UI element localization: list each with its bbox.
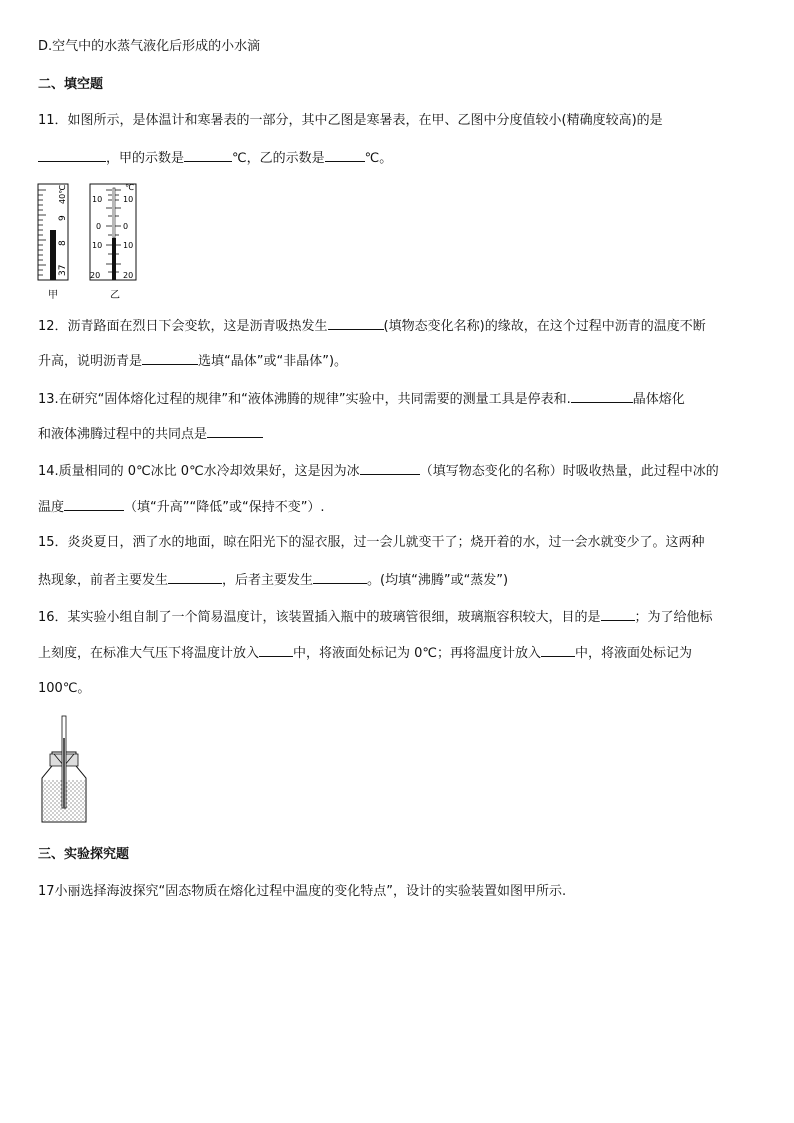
yi-right-tick-20: 20 [123,271,134,280]
q13-blank-1[interactable] [571,390,633,403]
label-jia: 甲 [48,290,58,301]
q15-text-1: 热现象，前者主要发生 [38,573,169,588]
q13-text-2: 晶体熔化 [632,392,685,407]
q11-text-3: ℃。 [364,151,393,166]
q12-line2 [38,352,347,370]
q14-blank-1[interactable] [360,462,420,475]
q14-line2 [38,498,325,516]
q11-blank-1[interactable] [38,149,106,162]
q13-text-1: 13.在研究“固体熔化过程的规律”和“液体沸腾的规律”实验中，共同需要的测量工具是停表和. [38,392,571,407]
q15-blank-1[interactable] [168,571,222,584]
q16-text-2: ；为了给他标 [634,610,713,625]
q12-text-1: 12．沥青路面在烈日下会变软，这是沥青吸热发生 [38,319,328,334]
yi-left-tick-10a: 10 [92,195,103,204]
q16-text-5: 中，将液面处标记为 [575,646,693,661]
q14-text-3: 温度 [38,500,65,515]
q11-line2 [38,149,392,167]
q14-line1 [38,462,719,480]
q16-line1 [38,608,713,626]
jia-tick-39: 9 [58,215,68,221]
q15-text-3: 。(均填“沸腾”或“蒸发”) [367,573,509,588]
q12-text-2: (填物态变化名称)的缘故，在这个过程中沥青的温度不断 [383,319,706,334]
q15-line2 [38,571,508,589]
yi-left-tick-10b: 10 [92,241,103,250]
section-title-experiment: 三、实验探究题 [38,847,130,862]
q16-blank-2[interactable] [259,644,293,657]
q14-text-4: （填“升高”“降低”或“保持不变”）. [124,500,325,515]
q11-text-1: ，甲的示数是 [106,151,185,166]
section-title-fill-blank: 二、填空题 [38,77,104,92]
q14-blank-2[interactable] [64,498,124,511]
q12-blank-1[interactable] [328,317,384,330]
q15-line1: 15．炎炎夏日，洒了水的地面，晾在阳光下的湿衣服，过一会儿就变干了；烧开着的水，过一会水就变少了。这两种 [38,535,705,550]
yi-right-tick-10b: 10 [123,241,134,250]
q16-blank-3[interactable] [541,644,575,657]
jia-tick-40: 40℃ [58,184,67,204]
q11-blank-2[interactable] [184,149,232,162]
yi-left-tick-0: 0 [96,222,102,231]
option-d: D.空气中的水蒸气液化后形成的小水滴 [38,39,261,54]
yi-left-tick-20: 20 [90,271,101,280]
weather-thermometer [90,183,136,280]
clinical-thermometer [38,184,68,280]
q13-blank-2[interactable] [207,425,263,438]
yi-right-tick-10a: 10 [123,195,134,204]
q13-line1 [38,390,685,408]
label-yi: 乙 [110,290,120,301]
jia-tick-37: 37 [58,264,68,276]
yi-right-tick-0: 0 [123,222,129,231]
q13-text-3: 和液体沸腾过程中的共同点是 [38,427,208,442]
q16-line2 [38,644,692,662]
q11-blank-3[interactable] [325,149,365,162]
q16-text-3: 上刻度，在标准大气压下将温度计放入 [38,646,260,661]
q11-line1: 11．如图所示，是体温计和寒暑表的一部分，其中乙图是寒暑表，在甲、乙图中分度值较小(精确度较高)的是 [38,113,663,128]
q12-blank-2[interactable] [142,352,198,365]
q13-line2 [38,425,263,443]
q14-text-1: 14.质量相同的 0℃冰比 0℃水冷却效果好，这是因为冰 [38,464,360,479]
q11-text-2: ℃，乙的示数是 [232,151,325,166]
thermometer-figure [30,178,160,304]
q16-blank-1[interactable] [601,608,635,621]
yi-unit: ℃ [125,183,134,192]
q15-blank-2[interactable] [313,571,367,584]
q12-text-4: 选填“晶体”或“非晶体”)。 [198,354,348,369]
jia-tick-38: 8 [58,240,68,246]
q15-text-2: ，后者主要发生 [222,573,314,588]
q16-text-4: 中，将液面处标记为 0℃；再将温度计放入 [293,646,542,661]
q12-line1 [38,317,706,335]
q12-text-3: 升高，说明沥青是 [38,354,143,369]
q14-text-2: （填写物态变化的名称）时吸收热量，此过程中冰的 [419,464,719,479]
q17-line1: 17小丽选择海波探究“固态物质在熔化过程中温度的变化特点”，设计的实验装置如图甲所示. [38,884,567,899]
bottle-thermometer-figure [36,712,92,830]
q16-text-1: 16．某实验小组自制了一个简易温度计，该装置插入瓶中的玻璃管很细，玻璃瓶容积较大，目的是 [38,610,601,625]
q16-line3: 100℃。 [38,681,91,696]
